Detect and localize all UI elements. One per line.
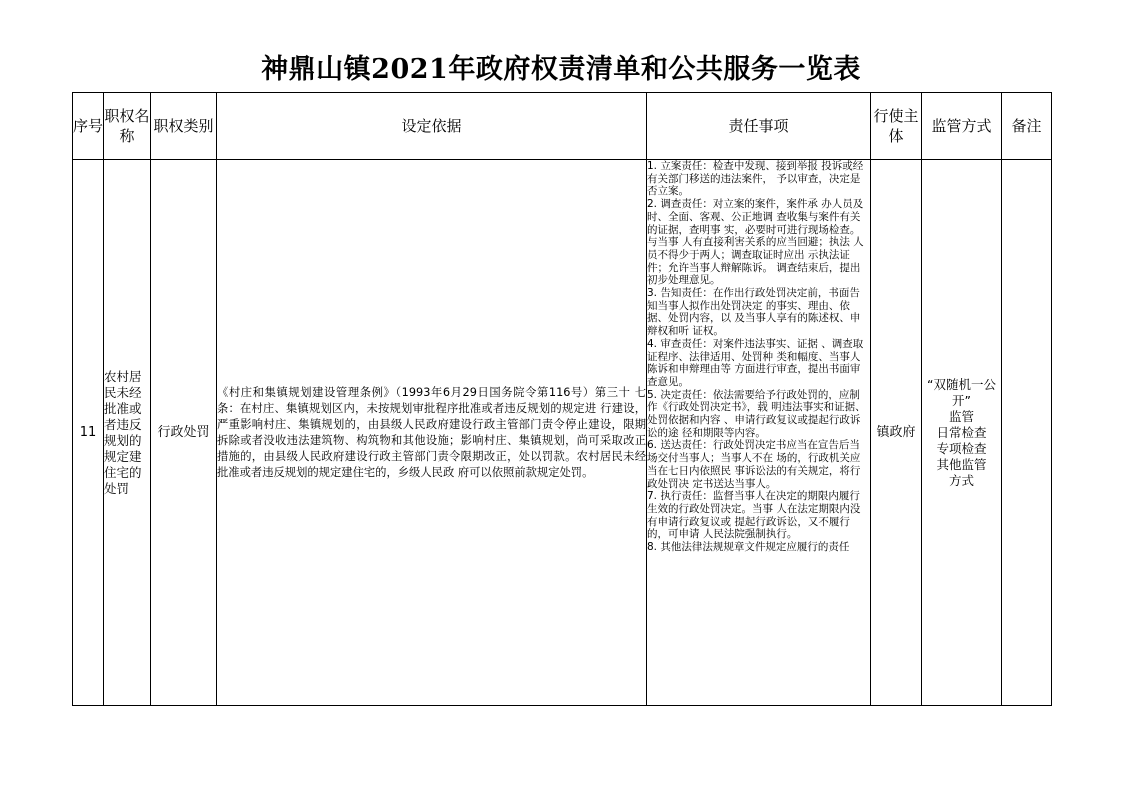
header-category: 职权类别 <box>151 93 217 160</box>
duty-item: 3. 告知责任：在作出行政处罚决定前，书面告知当事人拟作出处罚决定 的事实、理由、依据、处罚内容，以 及当事人享有的陈述权、申辩权和听 证权。 <box>647 287 861 338</box>
duty-item: 8. 其他法律法规规章文件规定应履行的责任 <box>647 541 850 554</box>
duty-item: 5. 决定责任：依法需要给予行政处罚的，应制作《行政处罚决定书》，载 明违法事实和证据、处罚依据和内容 、申请行政复议或提起行政诉讼的途 径和期限等内容。 <box>647 388 866 439</box>
header-name: 职权名称 <box>104 93 151 160</box>
table-row <box>73 160 1052 706</box>
header-duty: 责任事项 <box>647 93 871 160</box>
page-title: 神鼎山镇2021年政府权责清单和公共服务一览表 <box>261 54 861 85</box>
supervision-line: 方式 <box>948 472 974 488</box>
supervision-line: 监管 <box>948 408 974 424</box>
duty-item: 4. 审查责任：对案件违法事实、证据 、调查取证程序、法律适用、处罚种 类和幅度、当事人陈诉和申辩理由等 方面进行审查，提出书面审查意见。 <box>647 337 864 388</box>
duty-item: 1. 立案责任：检查中发现、接到举报 投诉或经有关部门移送的违法案件， 予以审查，决定是否立案。 <box>647 160 864 198</box>
cell-duty <box>647 160 871 706</box>
duty-item: 6. 送达责任：行政处罚决定书应当在宣告后当场交付当事人；当事人不在 场的，行政机关应当在七日内依照民 事诉讼法的有关规定，将行政处罚决 定书送达当事人。 <box>647 439 861 490</box>
header-basis: 设定依据 <box>217 93 647 160</box>
cell-basis: 《村庄和集镇规划建设管理条例》（1993年6月29日国务院令第116号）第三十 七条：在村庄、集镇规划区内，未按规划审批程序批准或者违反规划的规定进 行建设，严重影响村庄、集镇规划的，由县级人民政府建设行政主管部门责令停止建设，限期拆除或者没收违法建筑物、构筑物和其他设施；影响村庄、集镇规划，尚可采取改正措施的，由县级人民政府建设行政主管部门责令限期改正，处以罚款。农村居民未经批准或者违反规划的规定建住宅的，乡级人民政 府可以依照前款规定处罚。 <box>217 160 647 706</box>
cell-supervision <box>922 160 1002 706</box>
header-subject: 行使主体 <box>871 93 922 160</box>
table-header-row <box>73 93 1052 160</box>
duty-item: 2. 调查责任：对立案的案件，案件承 办人员及时、全面、客观、公正地调 查收集与案件有关的证据，查明事 实，必要时可进行现场检查。与当事 人有直接利害关系的应当回避；执法 人员不得少于两人；调查取证时应出 示执法证件；允许当事人辩解陈诉。 调查结束后，提出初步处理意见。 <box>647 198 864 287</box>
supervision-line: 其他监管 <box>936 456 987 472</box>
cell-seq: 11 <box>73 160 104 706</box>
header-remark: 备注 <box>1002 93 1052 160</box>
supervision-line: 专项检查 <box>936 440 987 456</box>
authority-table <box>72 92 1052 706</box>
supervision-line: “双随机一公开” <box>927 376 996 408</box>
header-supervision: 监管方式 <box>922 93 1002 160</box>
duty-item: 7. 执行责任：监督当事人在决定的期限内履行生效的行政处罚决定。当事 人在法定期限内没有申请行政复议或 提起行政诉讼，又不履行的，可申请 人民法院强制执行。 <box>647 490 861 541</box>
cell-category: 行政处罚 <box>151 160 217 706</box>
cell-subject: 镇政府 <box>871 160 922 706</box>
header-seq: 序号 <box>73 93 104 160</box>
supervision-line: 日常检查 <box>936 424 987 440</box>
cell-name: 农村居民未经批准或者违反规划的规定建住宅的处罚 <box>104 160 151 706</box>
cell-remark <box>1002 160 1052 706</box>
